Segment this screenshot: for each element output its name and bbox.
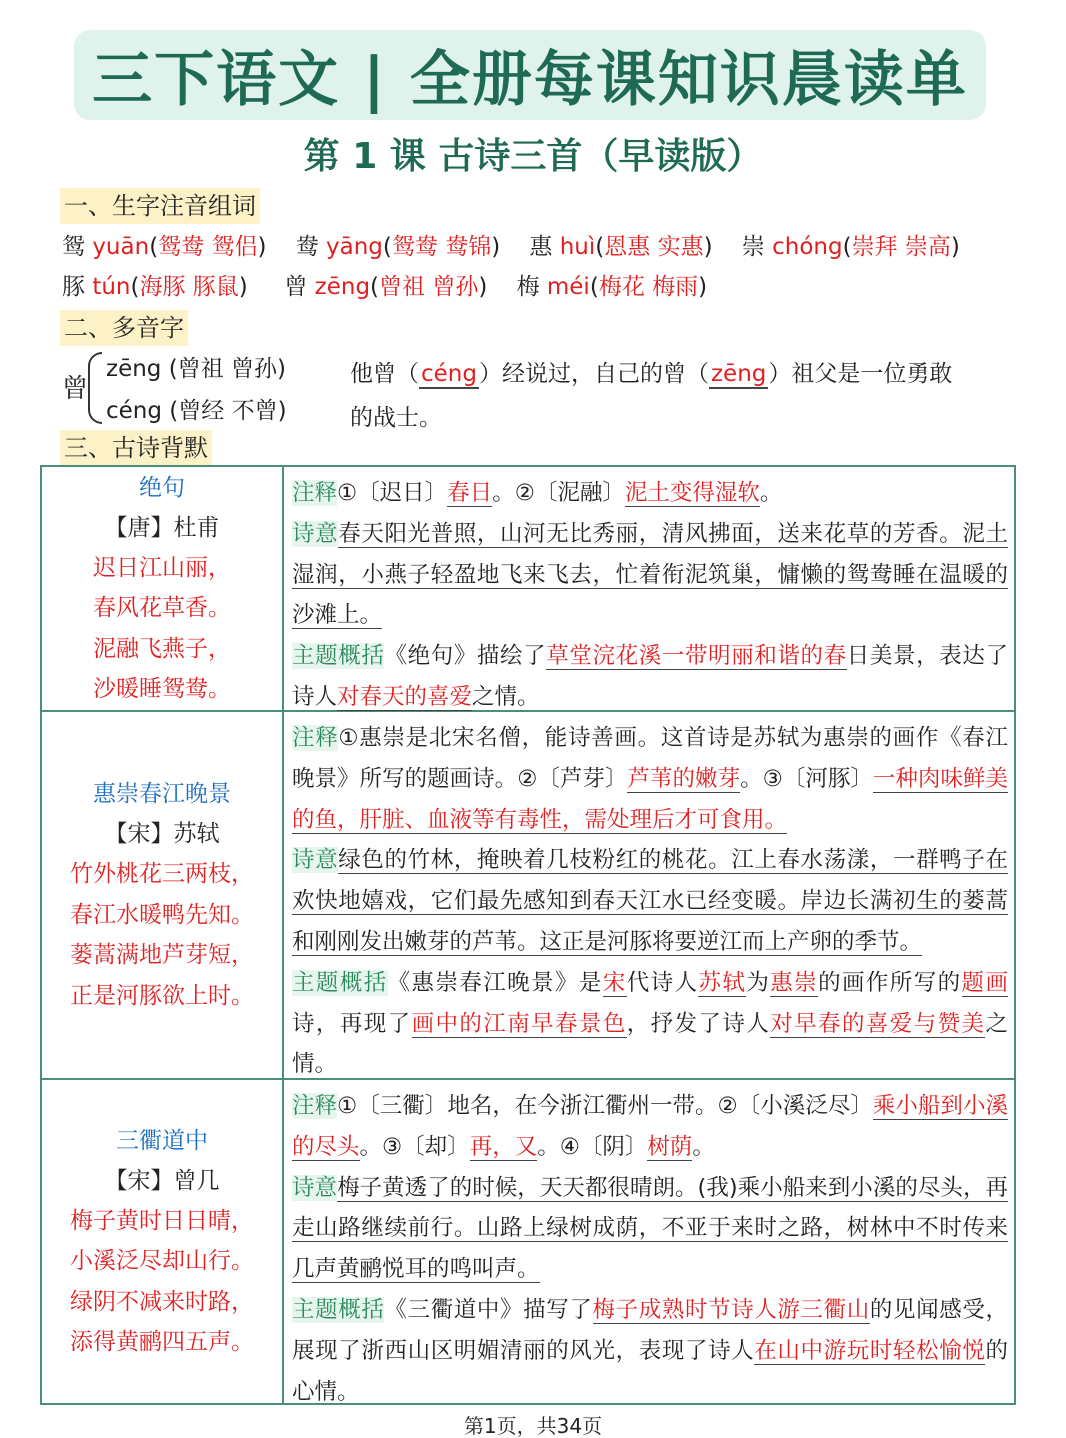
sentence-part: 他曾（ [350,361,419,387]
theme-highlight: 苏轼 [698,969,747,996]
note-highlight: 芦苇的嫩芽 [627,765,741,792]
poem-line: 沙暖睡鸳鸯。 [93,676,231,702]
vocab-pinyin: huì [559,234,596,260]
meaning-paragraph [292,514,1008,636]
vocab-char: 豚 [62,274,85,300]
poem-title: 绝句 [139,474,185,501]
poem-line: 春江水暖鸭先知。 [70,901,254,928]
note-tag: 注释 [292,480,338,506]
note-highlight: 树荫 [647,1133,693,1160]
theme-tag: 主题概括 [292,969,388,996]
poem-notes [292,473,1008,718]
note-text: ①〔三衢〕地名，在今浙江衢州一带。②〔小溪泛尽〕 [337,1093,873,1119]
page-footer: 第1页，共34页 [463,1414,603,1438]
sentence-part: ）经说过，自己的曾（ [478,361,709,387]
vocab-words: 曾祖 曾孙 [379,274,479,300]
poem-author: 【宋】苏轼 [104,821,220,847]
poem-line: 小溪泛尽却山行。 [70,1248,254,1274]
section-3-label: 三、古诗背默 [60,430,212,466]
sentence-pinyin-2: zēng [710,361,767,387]
section-1-label: 一、生字注音组词 [60,188,260,224]
vocab-pinyin: yāng [326,234,383,260]
poem-line: 梅子黄时日日晴， [70,1207,254,1234]
note-paragraph [292,473,1008,514]
vocab-pinyin: yuān [92,234,150,260]
poem-cell [42,712,284,1078]
note-tag: 注释 [292,1093,338,1119]
poem-author: 【宋】曾几 [104,1167,220,1194]
meaning-tag: 诗意 [292,520,339,547]
theme-highlight: 题画 [961,969,1008,996]
note-highlight: 春日 [447,480,493,506]
theme-highlight: 惠崇 [770,969,819,996]
poem-title: 惠崇春江晚景 [93,781,231,807]
theme-text: 的见闻感受，展现了浙西山区明媚清丽的风光，表现了诗人 [292,1296,1008,1364]
theme-text: 《惠崇春江晚景》是 [387,969,603,996]
theme-paragraph [292,963,1008,1085]
vocab-char: 曾 [284,274,308,300]
sentence-part: ）祖父是一位勇敢的战士。 [350,361,953,431]
theme-text: 之情。 [472,683,540,710]
vocab-pinyin: chóng [772,234,843,260]
theme-text: ，抒发了诗人 [626,1010,771,1037]
meaning-tag: 诗意 [292,1174,338,1201]
vocab-pinyin: tún [92,274,131,300]
note-text: ①惠崇是北宋名僧，能诗善画。这首诗是苏轼为惠崇的画作《春江晚景》所写的题画诗。②〔芦芽〕 [292,725,1008,792]
poem-line: 正是河豚欲上时。 [70,982,254,1009]
theme-text: 为 [746,969,771,996]
polyphone-reading-2: céng (曾经 不曾) [106,398,287,424]
theme-text: 日美景，表达了诗人 [292,643,1008,710]
note-highlight: 乘小船到小溪的尽头 [292,1093,1008,1160]
poem-line: 添得黄鹂四五声。 [70,1329,254,1355]
vocab-words: 崇拜 崇高 [851,234,951,260]
theme-tag: 主题概括 [292,643,385,670]
note-text: 。 [759,480,783,506]
vocab-char: 鸳 [62,234,85,260]
poem-line: 泥融飞燕子， [93,635,231,662]
vocab-row-1: 鸳 yuān(鸳鸯 鸳侣) 鸯 yāng(鸳鸯 鸯锦) 惠 huì(恩惠 实惠) 崇 chóng(崇拜 崇高) [62,234,960,260]
vocab-words: 鸳鸯 鸳侣 [158,234,258,260]
theme-highlight: 在山中游玩时轻松愉悦 [754,1337,986,1364]
theme-text: 之情。 [292,1010,1008,1078]
polyphone-sentence [350,352,970,440]
poem-title: 三衢道中 [116,1127,208,1154]
poem-line: 蒌蒿满地芦芽短， [70,942,254,968]
brace-icon [88,352,102,424]
poem-table [40,465,1016,1405]
theme-text: 的心情。 [292,1337,1008,1405]
theme-highlight: 对早春的喜爱与赞美 [770,1010,986,1037]
poem-cell [42,1080,284,1403]
meaning-paragraph [292,1168,1008,1290]
vocab-pinyin: zēng [314,274,371,300]
poem-line: 竹外桃花三两枝， [70,861,254,887]
meaning-paragraph [292,840,1008,962]
vocab-words: 恩惠 实惠 [604,234,704,260]
poem-line: 迟日江山丽， [93,554,231,581]
theme-highlight: 宋 [602,969,627,996]
poem-cell [42,467,284,710]
poem-author: 【唐】杜甫 [104,514,220,541]
vocab-words: 海豚 豚鼠 [139,274,239,300]
theme-paragraph [292,636,1008,718]
vocab-words: 鸳鸯 鸯锦 [391,234,492,260]
theme-text: 的画作所写的 [818,969,962,996]
meaning-text: 春天阳光普照，山河无比秀丽，清风拂面，送来花草的芳香。泥土湿润，小燕子轻盈地飞来飞去，忙着衔泥筑巢，慵懒的鸳鸯睡在温暖的沙滩上。 [292,520,1008,629]
note-text: 。②〔泥融〕 [492,480,625,506]
theme-paragraph [292,1290,1008,1412]
note-text: 。④〔阴〕 [537,1133,648,1160]
lesson-title: 第 1 课 古诗三首（早读版） [303,136,763,177]
poem-row-1 [42,467,1014,712]
poem-notes [292,718,1008,1085]
theme-highlight: 画中的江南早春景色 [411,1010,627,1037]
meaning-tag: 诗意 [292,847,339,874]
note-highlight: 泥土变得湿软 [624,480,760,506]
theme-highlight: 梅子成熟时节诗人游三衢山 [592,1296,870,1323]
vocab-pinyin: méi [546,274,590,300]
vocab-char: 惠 [529,234,553,260]
note-highlight: 一种肉味鲜美的鱼，肝脏、血液等有毒性，需处理后才可食用。 [292,765,1008,833]
theme-text: 《三衢道中》描写了 [384,1296,593,1323]
vocab-row-2: 豚 tún(海豚 豚鼠) 曾 zēng(曾祖 曾孙) 梅 méi(梅花 梅雨) [62,274,708,300]
meaning-text: 梅子黄透了的时候，天天都很晴朗。(我)乘小船来到小溪的尽头，再走山路继续前行。山路上绿树成荫，不亚于来时之路，树林中不时传来几声黄鹂悦耳的鸣叫声。 [292,1174,1008,1283]
theme-text: 代诗人 [626,969,699,996]
poem-line: 春风花草香。 [93,595,231,621]
theme-tag: 主题概括 [292,1296,385,1323]
theme-highlight: 对春天的喜爱 [337,683,473,710]
theme-text: 《绝句》描绘了 [384,643,547,670]
polyphone-reading-1: zēng (曾祖 曾孙) [106,356,286,382]
note-highlight: 再，又 [469,1133,538,1160]
vocab-char: 崇 [741,234,765,260]
theme-highlight: 草堂浣花溪一带明丽和谐的春 [546,643,847,670]
note-text: 。③〔河豚〕 [740,765,873,792]
note-text: ①〔迟日〕 [337,480,448,506]
note-tag: 注释 [292,725,339,751]
note-paragraph [292,1086,1008,1168]
title-banner [74,30,986,120]
polyphone-char: 曾 [62,374,89,404]
poem-row-3 [42,1080,1014,1403]
vocab-words: 梅花 梅雨 [598,274,699,300]
section-2-label: 二、多音字 [60,310,188,346]
vocab-char: 梅 [516,274,540,300]
poem-row-2 [42,712,1014,1080]
theme-text: 诗，再现了 [292,1010,412,1037]
banner-title: 三下语文 | 全册每课知识晨读单 [92,45,968,115]
note-text: 。 [692,1133,715,1160]
poem-notes [292,1086,1008,1412]
note-paragraph [292,718,1008,840]
note-text: 。③〔却〕 [359,1133,470,1160]
meaning-text: 绿色的竹林，掩映着几枝粉红的桃花。江上春水荡漾，一群鸭子在欢快地嬉戏，它们最先感知到春天江水已经变暖。岸边长满初生的蒌蒿和刚刚发出嫩芽的芦苇。这正是河豚将要逆江而上产卵的季节。 [292,847,1008,955]
sentence-pinyin-1: céng [421,361,477,387]
poem-line: 绿阴不减来时路， [70,1288,254,1315]
vocab-char: 鸯 [295,234,319,260]
